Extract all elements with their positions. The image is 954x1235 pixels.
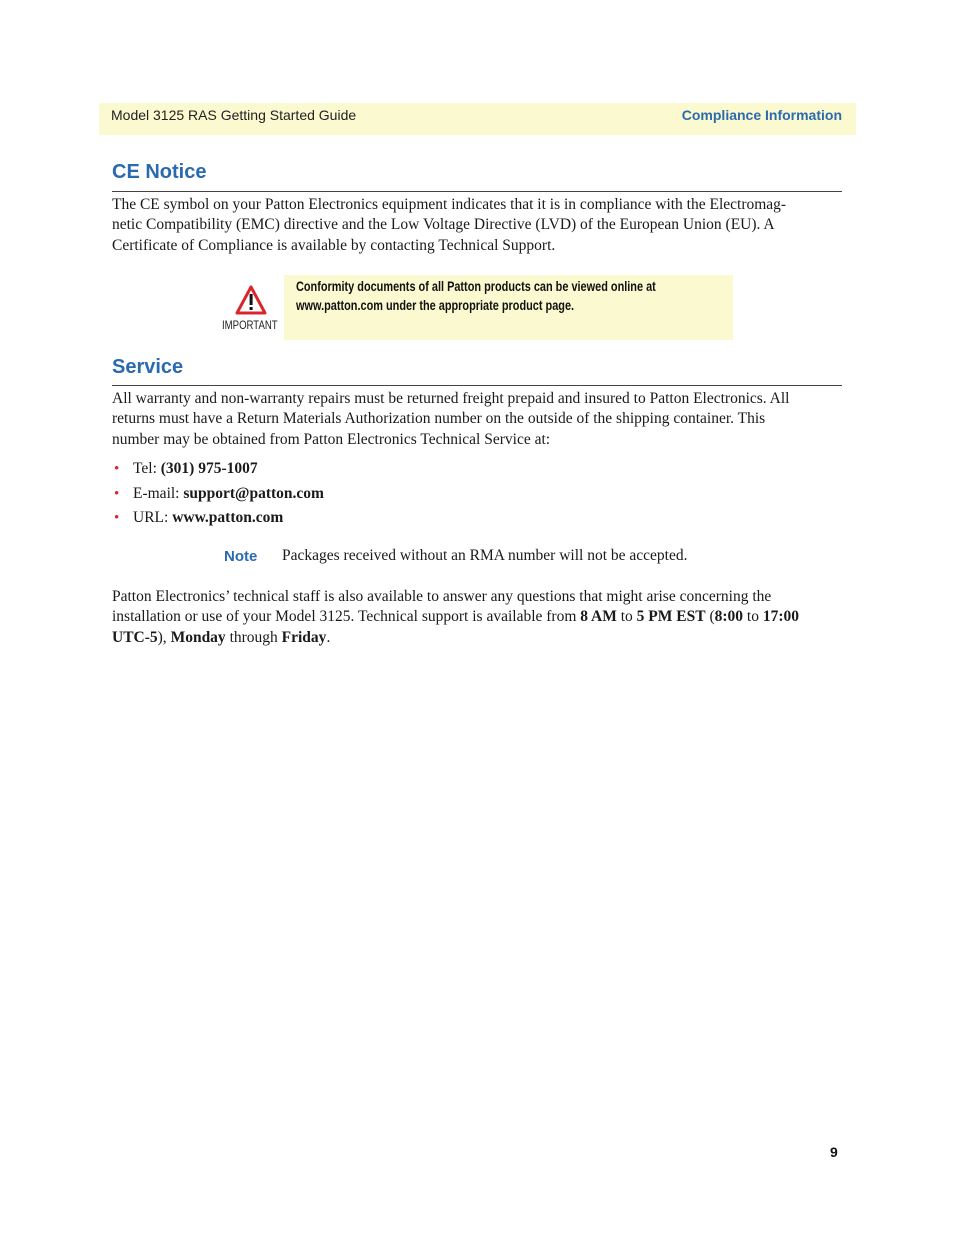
running-header — [99, 103, 856, 135]
list-item — [112, 483, 324, 508]
last-day: Friday — [281, 628, 327, 646]
list-item — [112, 458, 324, 483]
support-period: . — [326, 628, 331, 646]
first-day: Monday — [170, 628, 226, 646]
bullet-icon: • — [114, 510, 120, 526]
warning-triangle-icon — [222, 284, 282, 318]
end-utc: 17:00 — [762, 608, 800, 626]
end-time: 5 PM EST — [636, 608, 706, 626]
support-through: through — [225, 628, 282, 646]
service-line-1: All warranty and non-warranty repairs must be returned freight prepaid and insured to Patton Electronics. All — [112, 390, 790, 407]
bullet-icon: • — [114, 485, 120, 502]
support-paragraph — [112, 587, 842, 648]
list-item — [112, 507, 324, 532]
service-rule — [112, 385, 842, 386]
website-url: www.patton.com — [172, 509, 284, 526]
ce-notice-line-2: netic Compatibility (EMC) directive and the Low Voltage Directive (LVD) of the European Union (EU). A — [112, 216, 775, 234]
support-paren-open: ( — [705, 608, 715, 626]
ce-notice-rule — [112, 191, 842, 192]
ce-notice-paragraph — [112, 195, 842, 256]
service-heading: Service — [112, 356, 184, 378]
important-line-1: Conformity documents of all Patton products can be viewed online at — [296, 278, 656, 294]
note-text: Packages received without an RMA number will not be accepted. — [282, 547, 688, 564]
page-number: 9 — [830, 1144, 838, 1160]
support-to-1: to — [616, 608, 637, 626]
contact-label: E-mail: — [133, 484, 184, 502]
document-title: Model 3125 RAS Getting Started Guide — [111, 107, 357, 123]
email-address: support@patton.com — [183, 484, 324, 502]
important-callout-box — [284, 275, 733, 340]
note-label: Note — [224, 548, 258, 565]
service-line-2: returns must have a Return Materials Authorization number on the outside of the shipping container. This — [112, 410, 766, 428]
important-text — [296, 277, 709, 315]
chapter-title: Compliance Information — [681, 107, 842, 123]
start-time: 8 AM — [580, 608, 617, 626]
contact-list — [112, 458, 324, 532]
important-line-2: www.patton.com under the appropriate product page. — [296, 297, 575, 313]
support-paren-close: ), — [157, 628, 171, 646]
ce-notice-heading: CE Notice — [112, 161, 207, 183]
contact-label: Tel: — [133, 460, 161, 477]
start-utc: 8:00 — [714, 608, 744, 626]
phone-number: (301) 975-1007 — [160, 460, 258, 477]
support-line-2: installation or use of your Model 3125. Technical support is available from — [112, 608, 581, 626]
important-callout-icon — [222, 284, 282, 339]
service-line-3: number may be obtained from Patton Electronics Technical Service at: — [112, 430, 551, 448]
bullet-icon: • — [114, 461, 120, 477]
important-label: IMPORTANT — [222, 318, 278, 332]
support-line-1: Patton Electronics’ technical staff is also available to answer any questions that might arise concerning the — [112, 588, 772, 605]
ce-notice-line-1: The CE symbol on your Patton Electronics equipment indicates that it is in compliance with the Electromag- — [112, 196, 787, 213]
support-to-2: to — [743, 608, 763, 626]
utc-offset: UTC-5 — [112, 628, 158, 646]
service-paragraph — [112, 389, 842, 450]
ce-notice-line-3: Certificate of Compliance is available by contacting Technical Support. — [112, 236, 556, 254]
contact-label: URL: — [133, 509, 173, 526]
